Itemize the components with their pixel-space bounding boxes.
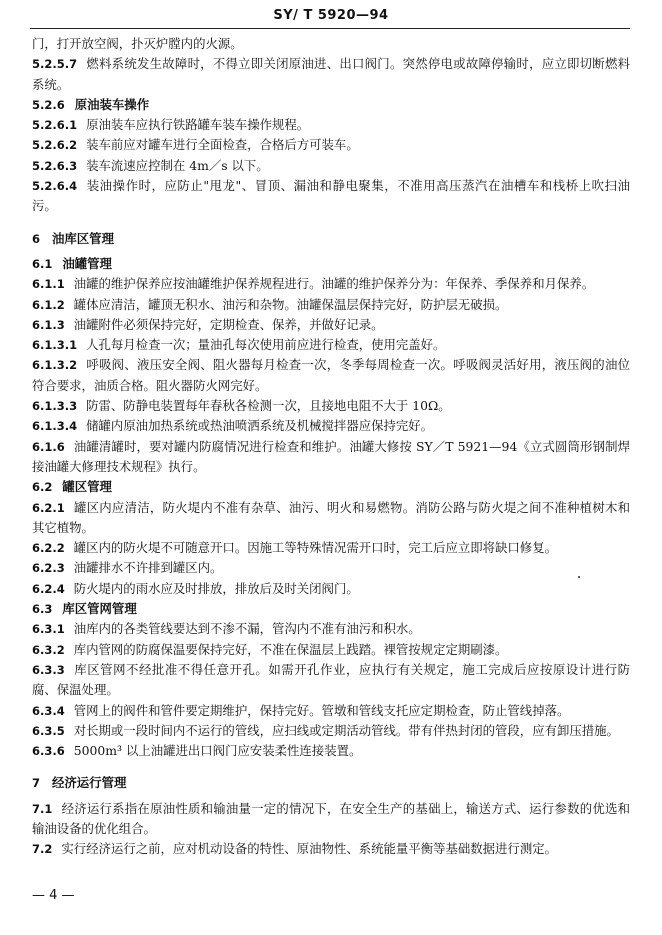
- clause-number: 6.1.3.2: [32, 358, 78, 373]
- subsection-heading: [32, 95, 630, 115]
- clause-text: 油罐排水不许排到罐区内。: [73, 560, 223, 576]
- clause-text: 5000m³ 以上油罐进出口阀门应安装柔性连接装置。: [73, 743, 362, 759]
- clause-text: 管网上的阀件和管件要定期维护，保持完好。管墩和管线支托应定期检查，防止管线掉落。: [73, 702, 570, 718]
- clause-text: 呼吸阀、液压安全阀、阻火器每月检查一次，冬季每周检查一次。呼吸阀灵活好用，液压阀的油位符合要求，油质合格。阻火器防火网完好。: [32, 357, 630, 393]
- clause-text: 罐区内应清洁，防火堤内不准有杂草、油污、明火和易燃物。消防公路与防火堤之间不准种植树木和其它植物。: [32, 499, 630, 535]
- clause-paragraph: [32, 54, 630, 95]
- clause-paragraph: [32, 135, 630, 155]
- clause-paragraph: [32, 156, 630, 176]
- clause-text: 油罐管理: [62, 255, 112, 271]
- header-rule: [30, 28, 630, 29]
- clause-text: 防雷、防静电装置每年春秋各检测一次，且接地电阻不大于 10Ω。: [86, 398, 451, 414]
- clause-paragraph: [32, 355, 630, 396]
- clause-number: 5.2.6: [32, 97, 65, 112]
- clause-number: 6.3.4: [32, 703, 65, 718]
- clause-text: 原油装车应执行铁路罐车装车操作规程。: [86, 117, 310, 133]
- clause-paragraph: [32, 34, 630, 54]
- clause-number: 6.2.2: [32, 541, 65, 556]
- page-number: — 4 —: [32, 888, 75, 903]
- clause-paragraph: [32, 538, 630, 558]
- clause-number: 6.3.6: [32, 744, 65, 759]
- clause-text: 经济运行管理: [52, 775, 127, 791]
- clause-paragraph: [32, 799, 630, 840]
- clause-paragraph: [32, 396, 630, 416]
- clause-text: 罐区内的防火堤不可随意开口。因施工等特殊情况需开口时，完工后应立即将缺口修复。: [73, 540, 557, 556]
- clause-number: 6.2.3: [32, 561, 65, 576]
- clause-number: 6.1.6: [32, 439, 65, 454]
- clause-number: 6.1.3.3: [32, 399, 78, 414]
- clause-paragraph: [32, 115, 630, 135]
- clause-number: 6.1: [32, 256, 53, 271]
- clause-number: 6.3.1: [32, 622, 65, 637]
- clause-text: 库内管网的防腐保温要保持完好，不准在保温层上践踏。裸管按规定定期刷漆。: [73, 641, 508, 657]
- clause-paragraph: [32, 640, 630, 660]
- clause-paragraph: [32, 437, 630, 478]
- clause-paragraph: [32, 558, 630, 578]
- clause-text: 原油装车操作: [74, 96, 150, 112]
- subsection-heading: [32, 477, 630, 497]
- clause-number: 6.1.3.1: [32, 338, 78, 353]
- clause-paragraph: [32, 660, 630, 701]
- subsection-heading: [32, 599, 630, 619]
- clause-number: 6.1.1: [32, 277, 65, 292]
- clause-paragraph: [32, 315, 630, 335]
- clause-number: 7.1: [32, 801, 53, 816]
- clause-number: 5.2.6.2: [32, 138, 78, 153]
- standard-code-header: SY/ T 5920—94: [273, 8, 389, 23]
- clause-paragraph: [32, 741, 630, 761]
- clause-paragraph: [32, 579, 630, 599]
- clause-number: 6.2.4: [32, 581, 65, 596]
- section-heading: [32, 773, 630, 793]
- clause-paragraph: [32, 416, 630, 436]
- clause-paragraph: [32, 274, 630, 294]
- clause-number: 5.2.6.3: [32, 158, 78, 173]
- clause-number: 6.3.5: [32, 723, 65, 738]
- scan-speck: [578, 576, 580, 578]
- clause-paragraph: [32, 619, 630, 639]
- clause-paragraph: [32, 701, 630, 721]
- clause-text: 燃料系统发生故障时，不得立即关闭原油进、出口阀门。突然停电或故障停输时，应立即切断燃料系统。: [32, 56, 630, 92]
- clause-text: 装车前应对罐车进行全面检查，合格后方可装车。: [86, 137, 359, 153]
- clause-number: 6.3: [32, 602, 53, 617]
- clause-text: 防火堤内的雨水应及时排放，排放后及时关闭阀门。: [73, 580, 359, 596]
- clause-text: 库区管网不经批准不得任意开孔。如需开孔作业，应执行有关规定，施工完成后应按原设计进行防腐、保温处理。: [32, 661, 630, 698]
- clause-text: 罐体应清洁，罐顶无积水、油污和杂物。油罐保温层保持完好，防护层无破损。: [73, 296, 508, 312]
- clause-paragraph: [32, 295, 630, 315]
- clause-text: 实行经济运行之前，应对机动设备的特性、原油物性、系统能量平衡等基础数据进行测定。: [61, 841, 557, 857]
- clause-paragraph: [32, 839, 630, 859]
- clause-text: 油库内的各类管线要达到不渗不漏，管沟内不准有油污和积水。: [73, 621, 421, 637]
- clause-text: 油罐的维护保养应按油罐维护保养规程进行。油罐的维护保养分为：年保养、季保养和月保养。: [73, 276, 595, 292]
- clause-number: 6.3.3: [32, 662, 65, 677]
- clause-number: 7.2: [32, 842, 53, 857]
- clause-text: 对长期或一段时间内不运行的管线，应扫线或定期活动管线。带有伴热封闭的管段，应有卸压措施。: [73, 722, 619, 738]
- clause-text: 油罐清罐时，要对罐内防腐情况进行检查和维护。油罐大修按 SY／T 5921—94《立式圆筒形钢制焊接油罐大修理技术规程》执行。: [32, 438, 630, 474]
- clause-number: 6.1.3.4: [32, 419, 78, 434]
- clause-number: 5.2.6.4: [32, 179, 78, 194]
- clause-text: 油罐附件必须保持完好，定期检查、保养，并做好记录。: [73, 316, 384, 332]
- section-heading: [32, 229, 630, 249]
- clause-number: 6.1.3: [32, 317, 65, 332]
- clause-text: 罐区管理: [62, 479, 112, 495]
- clause-text: 人孔每月检查一次；量油孔每次使用前应进行检查，使用完盖好。: [86, 337, 446, 353]
- clause-text: 门，打开放空阀，扑灭炉膛内的火源。: [32, 36, 243, 51]
- clause-paragraph: [32, 721, 630, 741]
- subsection-heading: [32, 254, 630, 274]
- clause-text: 储罐内原油加热系统或热油喷洒系统及机械搅拌器应保持完好。: [86, 418, 434, 434]
- document-body: [32, 34, 630, 860]
- clause-number: 6.3.2: [32, 642, 65, 657]
- clause-paragraph: [32, 498, 630, 539]
- clause-number: 6: [32, 231, 41, 246]
- clause-paragraph: [32, 335, 630, 355]
- clause-text: 库区管网管理: [62, 601, 137, 617]
- clause-number: 7: [32, 776, 41, 791]
- clause-text: 油库区管理: [52, 230, 114, 246]
- clause-text: 装车流速应控制在 4m／s 以下。: [86, 157, 269, 173]
- clause-text: 经济运行系指在原油性质和输油量一定的情况下，在安全生产的基础上，输送方式、运行参数的优选和输油设备的优化组合。: [32, 800, 630, 836]
- clause-number: 6.2.1: [32, 500, 65, 515]
- clause-number: 6.2: [32, 480, 53, 495]
- clause-number: 6.1.2: [32, 297, 65, 312]
- clause-number: 5.2.5.7: [32, 57, 78, 72]
- clause-text: 装油操作时，应防止"甩龙"、冒顶、漏油和静电聚集，不准用高压蒸汽在油槽车和栈桥上吹扫油污。: [32, 178, 630, 214]
- clause-paragraph: [32, 176, 630, 217]
- clause-number: 5.2.6.1: [32, 118, 78, 133]
